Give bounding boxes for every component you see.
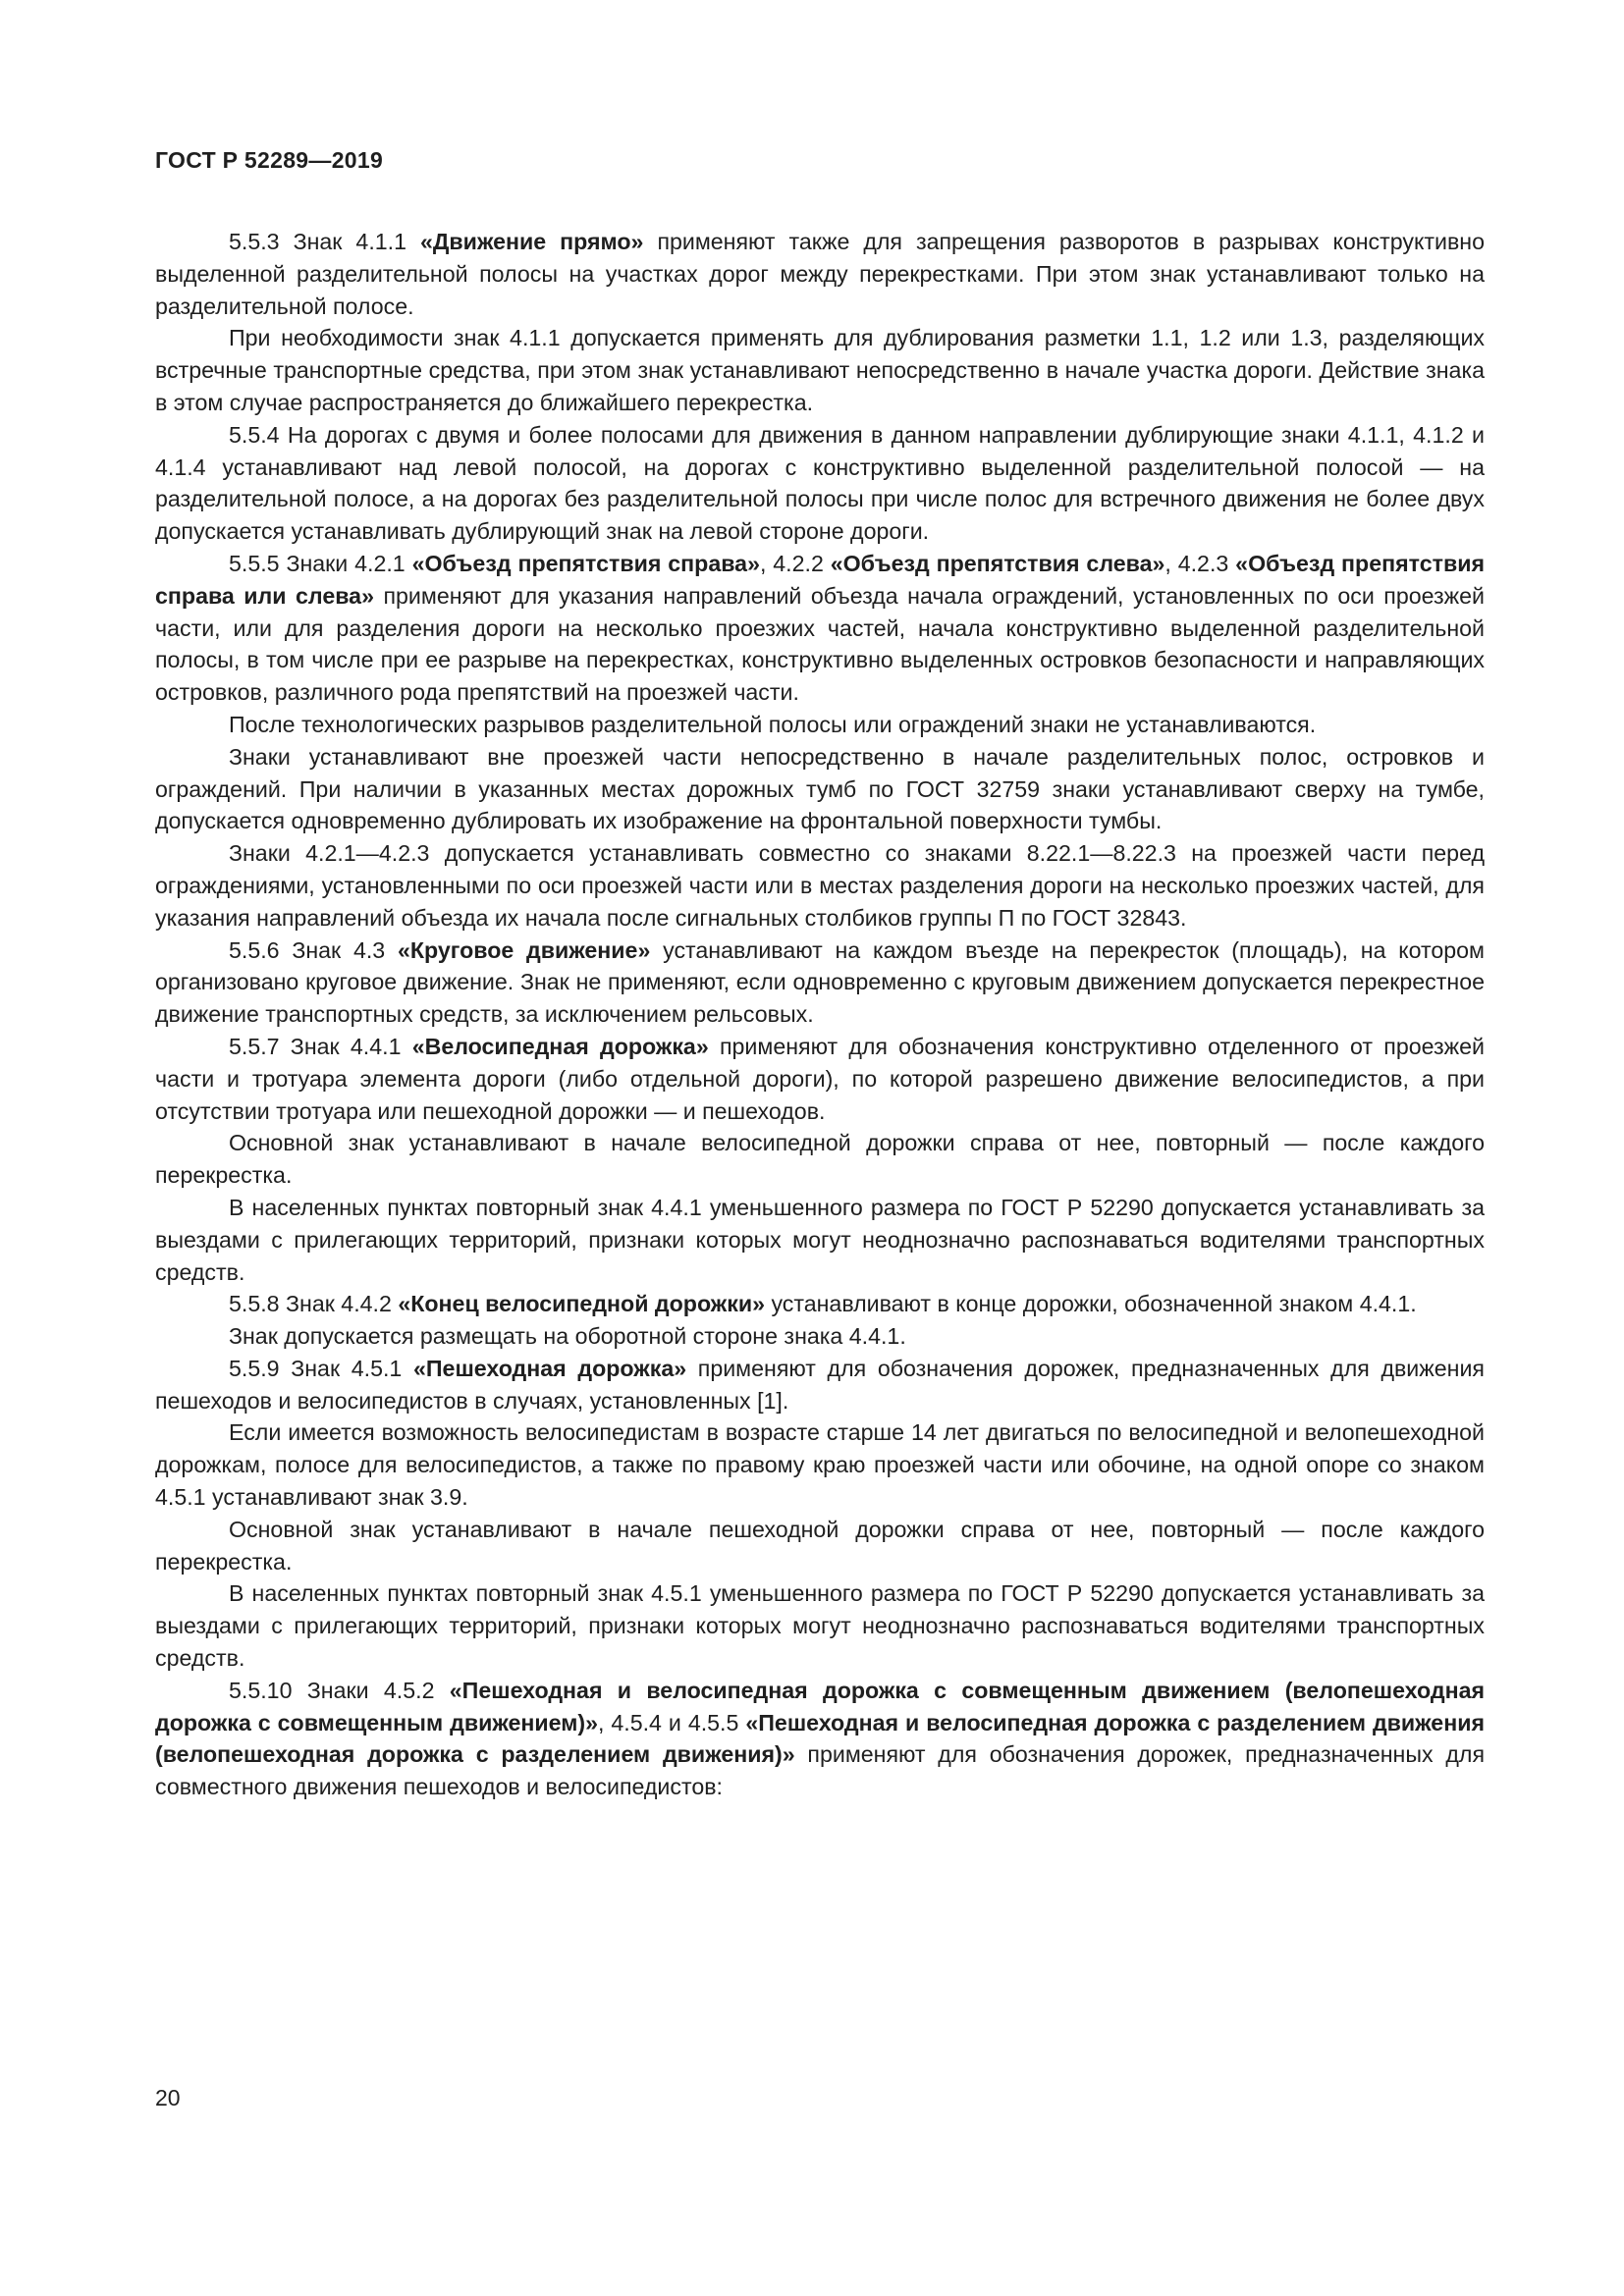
- paragraph: [155, 1353, 1485, 1417]
- paragraph: [155, 1192, 1485, 1288]
- text-run: применяют для обозначения дорожек, предназначенных для движения пешеходов и велосипедистов в случаях, установленных [1].: [155, 1355, 1485, 1414]
- paragraph: [155, 548, 1485, 709]
- page-number: 20: [155, 2085, 181, 2110]
- text-run: В населенных пунктах повторный знак 4.4.1 уменьшенного размера по ГОСТ Р 52290 допускается устанавливать за выездами с прилегающих территорий, признаки которых могут неоднозначно распознаваться водителями транспортных средств.: [155, 1194, 1485, 1285]
- text-run: Основной знак устанавливают в начале пешеходной дорожки справа от нее, повторный — после каждого перекрестка.: [155, 1516, 1485, 1575]
- paragraph: [155, 1031, 1485, 1127]
- sign-name-bold: «Велосипедная дорожка»: [411, 1033, 709, 1059]
- text-run: , 4.5.4 и 4.5.5: [597, 1709, 746, 1735]
- text-run: применяют для указания направлений объезда начала ограждений, установленных по оси проезжей части, или для разделения дороги на несколько проезжих частей, начала конструктивно выделенной разделительной полосы, в том числе при ее разрыве на перекрестках, конструктивно выделенных островков безопасности и направляющих островков, различного рода препятствий на проезжей части.: [155, 582, 1485, 706]
- sign-name-bold: «Пешеходная и велосипедная дорожка с совмещенным движением (велопешеходная дорожка с совмещенным движением)»: [155, 1677, 1485, 1735]
- text-run: 5.5.6 Знак 4.3: [229, 936, 398, 963]
- text-run: После технологических разрывов разделительной полосы или ограждений знаки не устанавливаются.: [229, 711, 1317, 737]
- sign-name-bold: «Конец велосипедной дорожки»: [398, 1291, 765, 1317]
- sign-name-bold: «Пешеходная и велосипедная дорожка с разделением движения (велопешеходная дорожка с разделением движения)»: [155, 1709, 1485, 1768]
- paragraph: [155, 226, 1485, 322]
- document-header: ГОСТ Р 52289—2019: [155, 147, 384, 173]
- paragraph: [155, 419, 1485, 548]
- paragraph: [155, 934, 1485, 1031]
- paragraph: [155, 709, 1485, 741]
- text-run: 5.5.5 Знаки 4.2.1: [229, 550, 412, 576]
- sign-name-bold: «Объезд препятствия справа или слева»: [155, 550, 1485, 609]
- text-run: 5.5.10 Знаки 4.5.2: [229, 1677, 450, 1703]
- text-run: 5.5.9 Знак 4.5.1: [229, 1355, 413, 1381]
- paragraph: [155, 741, 1485, 837]
- text-run: 5.5.7 Знак 4.4.1: [229, 1033, 412, 1059]
- text-run: Знаки устанавливают вне проезжей части непосредственно в начале разделительных полос, островков и ограждений. При наличии в указанных местах дорожных тумб по ГОСТ 32759 знаки устанавливают сверху на тумбе, допускается одновременно дублировать их изображение на фронтальной поверхности тумбы.: [155, 743, 1485, 834]
- sign-name-bold: «Объезд препятствия слева»: [830, 550, 1165, 576]
- text-run: применяют для обозначения дорожек, предназначенных для совместного движения пешеходов и велосипедистов:: [155, 1741, 1486, 1800]
- text-run: , 4.2.3: [1164, 550, 1236, 576]
- text-run: В населенных пунктах повторный знак 4.5.1 уменьшенного размера по ГОСТ Р 52290 допускается устанавливать за выездами с прилегающих территорий, признаки которых могут неоднозначно распознаваться водителями транспортных средств.: [155, 1580, 1485, 1672]
- document-body: [155, 226, 1485, 1803]
- paragraph: [155, 1320, 1485, 1353]
- text-run: 5.5.3 Знак 4.1.1: [229, 229, 421, 254]
- text-run: Основной знак устанавливают в начале велосипедной дорожки справа от нее, повторный — после каждого перекрестка.: [155, 1130, 1485, 1189]
- text-run: Если имеется возможность велосипедистам в возрасте старше 14 лет двигаться по велосипедной и велопешеходной дорожкам, полосе для велосипедистов, а также по правому краю проезжей части или обочине, на одной опоре со знаком 4.5.1 устанавливают знак 3.9.: [155, 1419, 1485, 1511]
- paragraph: [155, 1577, 1485, 1674]
- text-run: Знаки 4.2.1—4.2.3 допускается устанавливать совместно со знаками 8.22.1—8.22.3 на проезжей части перед ограждениями, установленными по оси проезжей части или в местах разделения дороги на несколько проезжих частей, для указания направлений объезда их начала после сигнальных столбиков группы П по ГОСТ 32843.: [155, 840, 1485, 931]
- text-run: устанавливают в конце дорожки, обозначенной знаком 4.4.1.: [765, 1291, 1417, 1317]
- sign-name-bold: «Пешеходная дорожка»: [413, 1355, 687, 1381]
- text-run: применяют для обозначения конструктивно отделенного от проезжей части и тротуара элемента дороги (либо отдельной дороги), по которой разрешено движение велосипедистов, а при отсутствии тротуара или пешеходной дорожки — и пешеходов.: [155, 1033, 1486, 1124]
- paragraph: [155, 1127, 1485, 1192]
- text-run: Знак допускается размещать на оборотной стороне знака 4.4.1.: [229, 1323, 906, 1350]
- text-run: 5.5.8 Знак 4.4.2: [229, 1291, 399, 1317]
- sign-name-bold: «Объезд препятствия справа»: [411, 550, 760, 576]
- sign-name-bold: «Круговое движение»: [397, 936, 651, 963]
- text-run: 5.5.4 На дорогах с двумя и более полосами для движения в данном направлении дублирующие знаки 4.1.1, 4.1.2 и 4.1.4 устанавливают над левой полосой, на дорогах с конструктивно выделенной разделительной полосой — на разделительной полосе, а на дорогах без разделительной полосы при числе полос для встречного движения не более двух допускается устанавливать дублирующий знак на левой стороне дороги.: [155, 421, 1485, 545]
- paragraph: [155, 837, 1485, 934]
- text-run: устанавливают на каждом въезде на перекресток (площадь), на котором организовано круговое движение. Знак не применяют, если одновременно с круговым движением допускается перекрестное движение транспортных средств, за исключением рельсовых.: [155, 936, 1486, 1028]
- paragraph: [155, 1514, 1485, 1578]
- paragraph: [155, 1416, 1485, 1513]
- paragraph: [155, 1288, 1485, 1320]
- sign-name-bold: «Движение прямо»: [420, 229, 644, 254]
- text-run: применяют также для запрещения разворотов в разрывах конструктивно выделенной разделительной полосы на участках дорог между перекрестками. При этом знак устанавливают только на разделительной полосе.: [155, 229, 1485, 319]
- text-run: , 4.2.2: [759, 550, 831, 576]
- paragraph: [155, 1675, 1485, 1803]
- text-run: При необходимости знак 4.1.1 допускается применять для дублирования разметки 1.1, 1.2 или 1.3, разделяющих встречные транспортные средства, при этом знак устанавливают непосредственно в начале участка дороги. Действие знака в этом случае распространяется до ближайшего перекрестка.: [155, 325, 1485, 415]
- paragraph: [155, 322, 1485, 418]
